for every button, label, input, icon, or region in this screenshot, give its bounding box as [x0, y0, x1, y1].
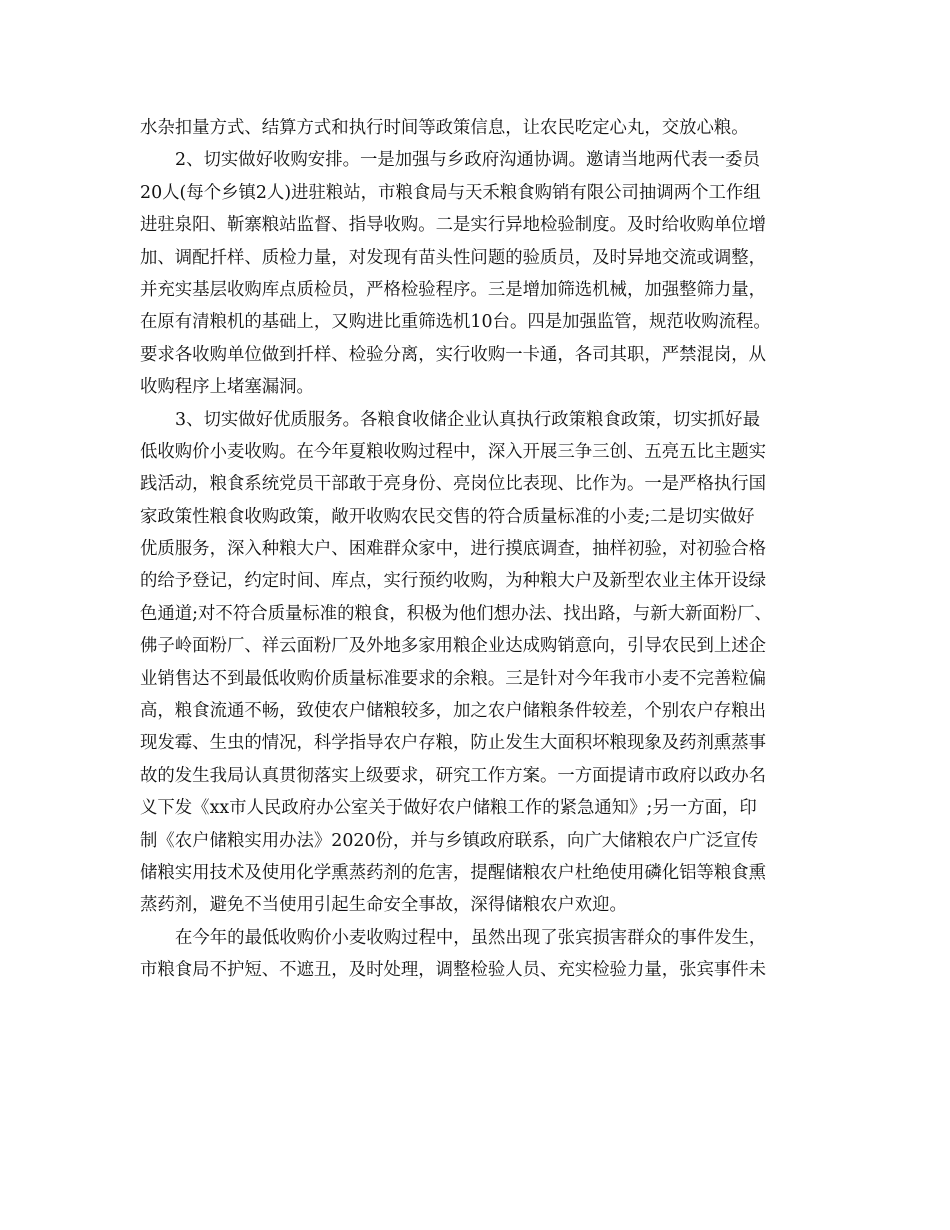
- text-line: 要求各收购单位做到扦样、检验分离，实行收购一卡通，各司其职，严禁混岗，从: [140, 344, 767, 365]
- text-line: 并充实基层收购库点质检员，严格检验程序。三是增加筛选机械，加强整筛力量，: [140, 279, 767, 300]
- text-line: 佛子岭面粉厂、祥云面粉厂及外地多家用粮企业达成购销意向，引导农民到上述企: [140, 636, 767, 657]
- text-line: 现发霉、生虫的情况，科学指导农户存粮，防止发生大面积坏粮现象及药剂熏蒸事: [140, 733, 767, 754]
- text-line: 色通道;对不符合质量标准的粮食，积极为他们想办法、找出路，与新大新面粉厂、: [140, 603, 772, 624]
- text-line: 市粮食局不护短、不遮丑，及时处理，调整检验人员、充实检验力量，张宾事件未: [140, 960, 767, 981]
- text-line: 水杂扣量方式、结算方式和执行时间等政策信息，让农民吃定心丸，交放心粮。: [140, 118, 749, 138]
- text-line: 高，粮食流通不畅，致使农户储粮较多，加之农户储粮条件较差，个别农户存粮出: [140, 701, 767, 722]
- text-line: 业销售达不到最低收购价质量标准要求的余粮。三是针对今年我市小麦不完善粒偏: [140, 668, 767, 689]
- paragraph-4: [140, 922, 815, 987]
- paragraph-2: [140, 144, 815, 403]
- text-line: 践活动，粮食系统党员干部敢于亮身份、亮岗位比表现、比作为。一是严格执行国: [140, 474, 767, 495]
- text-line: 优质服务，深入种粮大户、困难群众家中，进行摸底调查，抽样初验，对初验合格: [140, 539, 767, 560]
- text-line: 3、切实做好优质服务。各粮食收储企业认真执行政策粮食政策，切实抓好最: [175, 409, 760, 430]
- text-line: 加、调配扦样、质检力量，对发现有苗头性问题的验质员，及时异地交流或调整，: [140, 247, 767, 268]
- text-line: 低收购价小麦收购。在今年夏粮收购过程中，深入开展三争三创、五亮五比主题实: [140, 441, 767, 462]
- text-line: 制《农户储粮实用办法》2020份，并与乡镇政府联系，向广大储粮农户广泛宣传: [140, 830, 759, 851]
- text-line: 2、切实做好收购安排。一是加强与乡政府沟通协调。邀请当地两代表一委员: [175, 150, 760, 171]
- text-line: 在原有清粮机的基础上，又购进比重筛选机10台。四是加强监管，规范收购流程。: [140, 312, 771, 333]
- text-line: 收购程序上堵塞漏洞。: [140, 377, 314, 398]
- text-line: 家政策性粮食收购政策，敞开收购农民交售的符合质量标准的小麦;二是切实做好: [140, 506, 755, 527]
- text-line: 蒸药剂，避免不当使用引起生命安全事故，深得储粮农户欢迎。: [140, 895, 627, 916]
- text-line: 进驻泉阳、靳寨粮站监督、指导收购。二是实行异地检验制度。及时给收购单位增: [140, 215, 767, 236]
- paragraph-3: [140, 404, 815, 922]
- text-line: 故的发生我局认真贯彻落实上级要求，研究工作方案。一方面提请市政府以政办名: [140, 765, 767, 786]
- paragraph-1: [140, 112, 815, 144]
- text-line: 在今年的最低收购价小麦收购过程中，虽然出现了张宾损害群众的事件发生，: [175, 927, 767, 948]
- text-line: 的给予登记，约定时间、库点，实行预约收购，为种粮大户及新型农业主体开设绿: [140, 571, 767, 592]
- document-page: [140, 112, 815, 987]
- text-line: 20人(每个乡镇2人)进驻粮站，市粮食局与天禾粮食购销有限公司抽调两个工作组: [140, 182, 761, 203]
- text-line: 储粮实用技术及使用化学熏蒸药剂的危害，提醒储粮农户杜绝使用磷化铝等粮食熏: [140, 862, 767, 883]
- text-line: 义下发《xx市人民政府办公室关于做好农户储粮工作的紧急通知》;另一方面，印: [140, 798, 757, 819]
